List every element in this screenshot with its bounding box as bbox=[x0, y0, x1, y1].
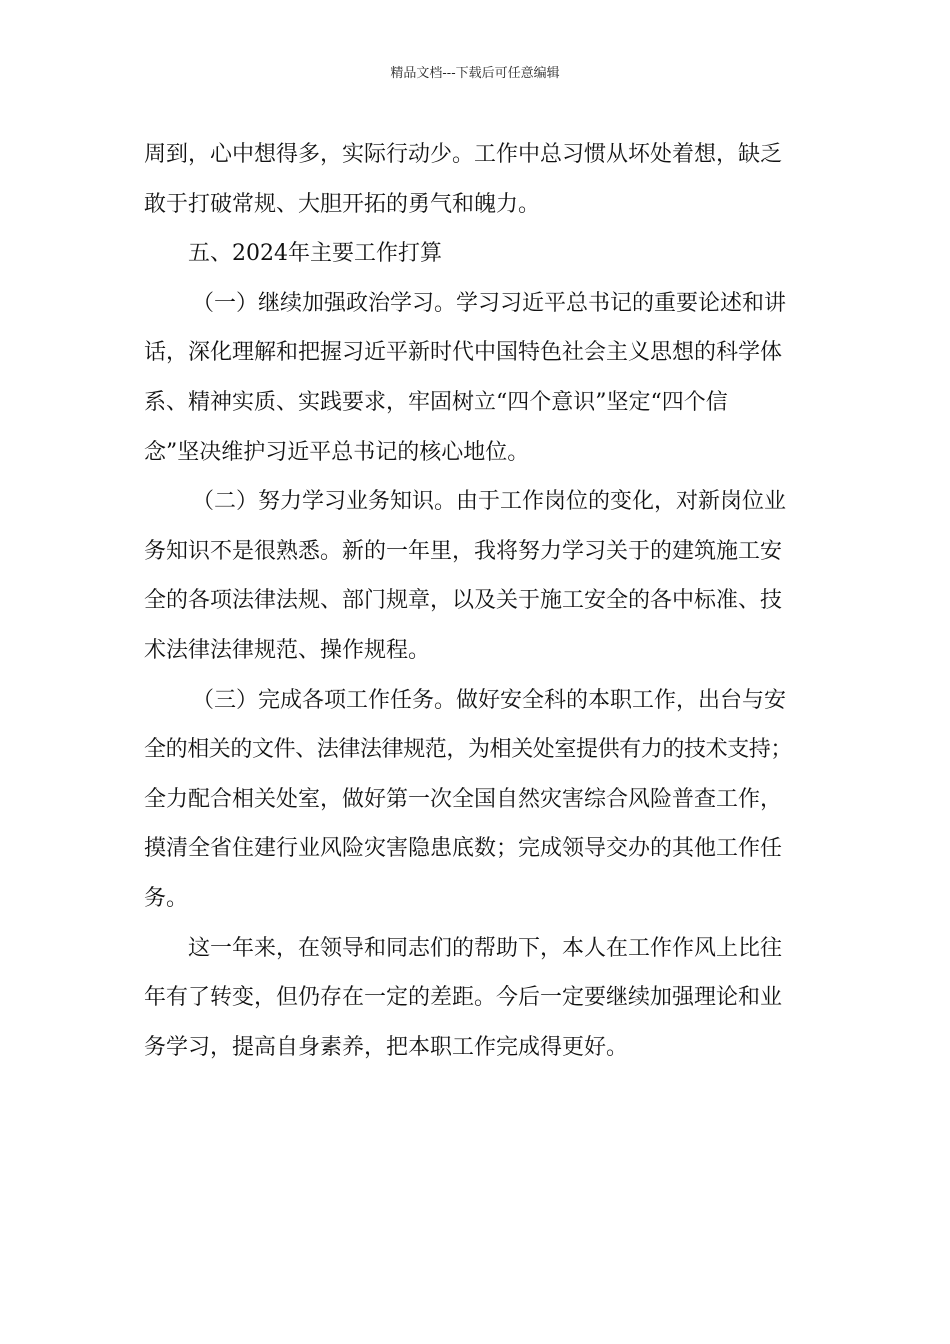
text-line: 务知识不是很熟悉。新的一年里，我将努力学习关于的建筑施工安 bbox=[144, 538, 783, 564]
text-line: 全的各项法律法规、部门规章，以及关于施工安全的各中标准、技 bbox=[144, 588, 783, 614]
text-line: 务。 bbox=[144, 885, 189, 911]
text-line: 周到，心中想得多，实际行动少。工作中总习惯从坏处着想，缺乏 bbox=[144, 142, 783, 167]
text-line: （三）完成各项工作任务。做好安全科的本职工作，出台与安 bbox=[192, 687, 787, 713]
text-line: 敢于打破常规、大胆开拓的勇气和魄力。 bbox=[144, 191, 541, 217]
section-heading: 五、2024年主要工作打算 bbox=[188, 241, 442, 267]
document-body bbox=[144, 130, 824, 1072]
text-line: 年有了转变，但仍存在一定的差距。今后一定要继续加强理论和业 bbox=[144, 985, 783, 1011]
text-line: 这一年来，在领导和同志们的帮助下，本人在工作作风上比往 bbox=[188, 935, 783, 961]
text-line: 务学习，提高自身素养，把本职工作完成得更好。 bbox=[144, 1034, 629, 1060]
text-line: 全力配合相关处室，做好第一次全国自然灾害综合风险普查工作， bbox=[144, 786, 783, 812]
text-line: （一）继续加强政治学习。学习习近平总书记的重要论述和讲 bbox=[192, 290, 787, 316]
text-line: 摸清全省住建行业风险灾害隐患底数；完成领导交办的其他工作任 bbox=[144, 836, 783, 862]
text-line: 全的相关的文件、法律法律规范，为相关处室提供有力的技术支持； bbox=[144, 737, 793, 763]
text-line: 系、精神实质、实践要求，牢固树立“四个意识”坚定“四个信 bbox=[144, 389, 728, 415]
text-line: 术法律法律规范、操作规程。 bbox=[144, 637, 431, 663]
page-header: 精品文档---下载后可任意编辑 bbox=[390, 66, 560, 81]
text-line: 念”坚决维护习近平总书记的核心地位。 bbox=[144, 439, 530, 465]
text-line: 话，深化理解和把握习近平新时代中国特色社会主义思想的科学体 bbox=[144, 340, 783, 366]
text-line: （二）努力学习业务知识。由于工作岗位的变化，对新岗位业 bbox=[192, 489, 787, 515]
